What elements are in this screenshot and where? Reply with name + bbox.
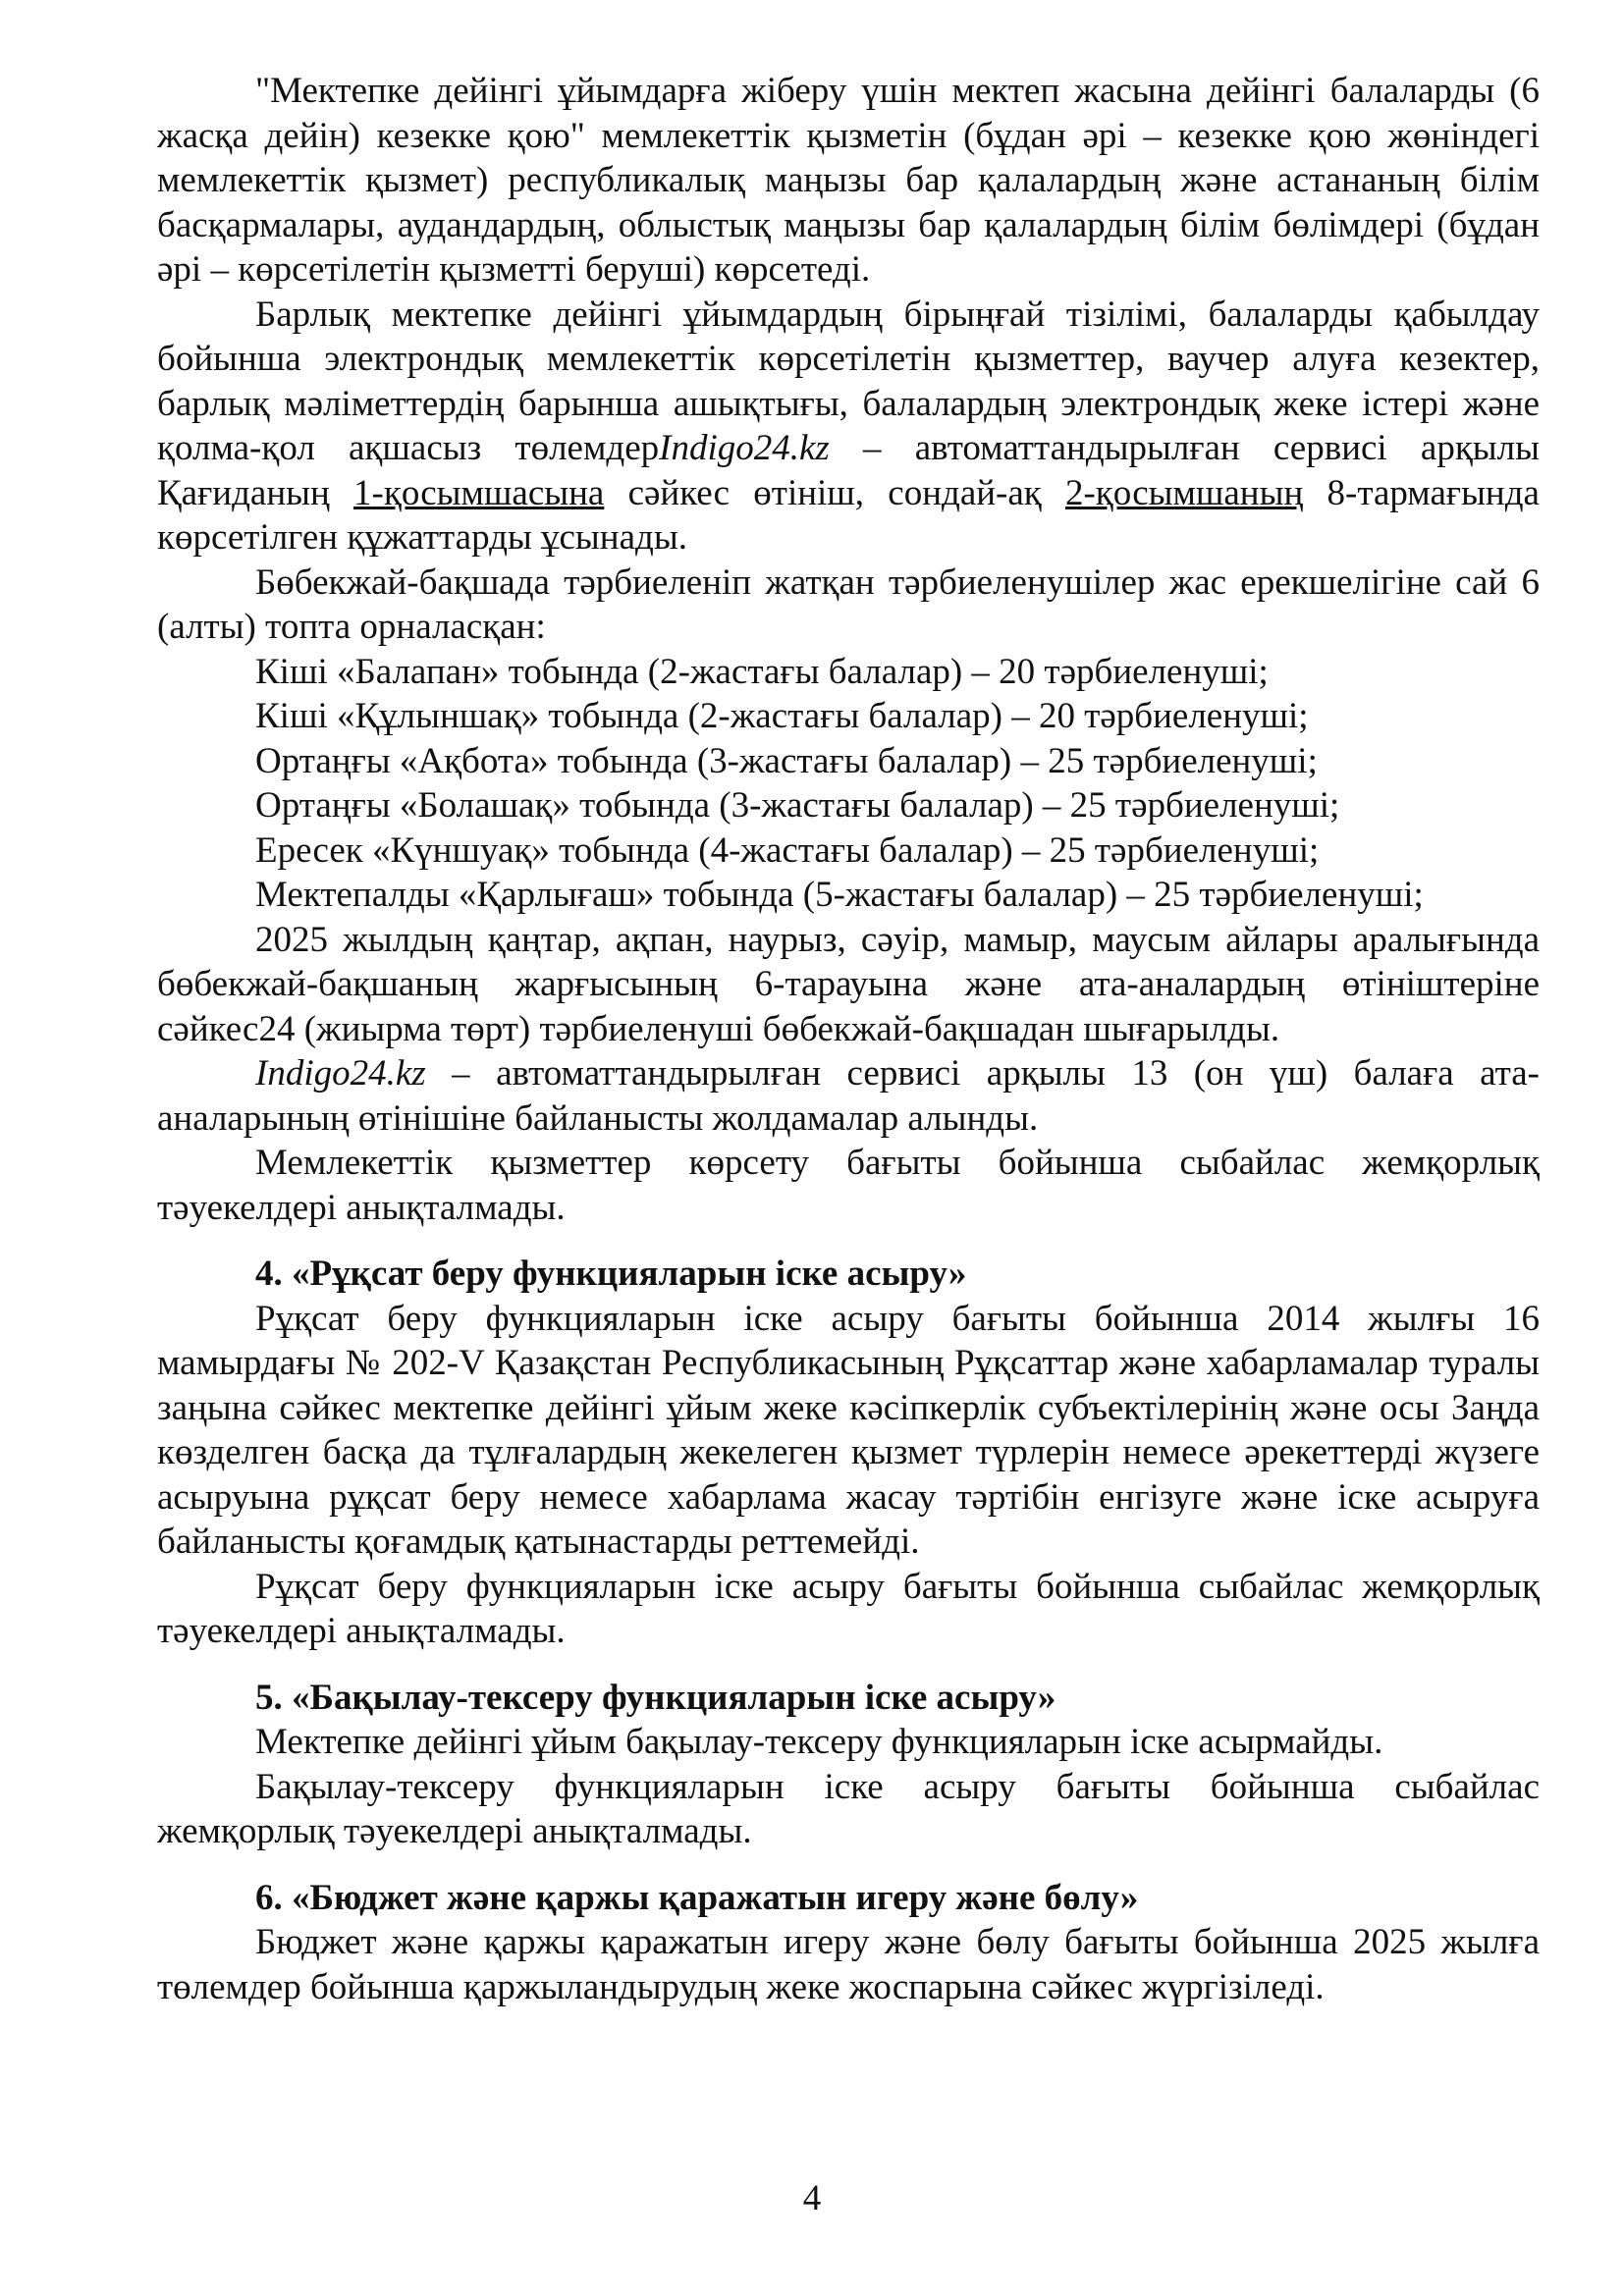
group-item: Кіші «Құлыншақ» тобында (2-жастағы балалар) – 20 тәрбиеленуші; [255,696,1309,736]
group-item: Ересек «Күншуақ» тобында (4-жастағы балалар) – 25 тәрбиеленуші; [255,829,1320,871]
document-page [157,69,1540,2009]
service-name-italic: Indigo24.kz [255,1053,426,1094]
group-item: Ортаңғы «Ақбота» тобында (3-жастағы балалар) – 25 тәрбиеленуші; [255,740,1318,781]
group-item: Кіші «Балапан» тобында (2-жастағы балалар) – 20 тәрбиеленуші; [255,651,1269,692]
paragraph-registry-text: Барлық мектепке дейінгі ұйымдардың бірыңғай тізілімі, балаларды қабылдау бойынша электрондық мемлекеттік көрсетілетін қызметтер, ваучер алуға кезектер, барлық мәліметтердің барынша ашықтығы, балалардың электрондық жеке істері және қолма-қол ақшасыз төлемдер [157,294,1540,468]
appendix-2-link[interactable]: 2-қосымшаның [1064,472,1304,513]
appendix-1-link[interactable]: 1-қосымшасына [353,472,605,513]
service-name-italic: Indigo24.kz [659,428,830,468]
section-5-paragraph-1: Мектепке дейінгі ұйым бақылау-тексеру функцияларын іске асырмайды. [255,1722,1383,1762]
paragraph-registry [157,293,1540,561]
section-6-heading: 6. «Бюджет және қаржы қаражатын игеру және бөлу» [255,1877,1139,1918]
section-4-paragraph-2: Рұқсат беру функцияларын іске асыру бағыты бойынша сыбайлас жемқорлық тәуекелдері анықталмады. [157,1566,1540,1651]
section-4-paragraph-1: Рұқсат беру функцияларын іске асыру бағыты бойынша 2014 жылғы 16 мамырдағы № 202-V Қазақстан Республикасының Рұқсаттар және хабарламалар туралы заңына сәйкес мектепке дейінгі ұйым жеке кәсіпкерлік субъектілерінің және осы Заңда көзделген басқа да тұлғалардың жекелеген қызмет түрлерін немесе әрекеттерді жүзеге асыруына рұқсат беру немесе хабарлама жасау тәртібін енгізуге және іске асыруға байланысты қоғамдық қатынастарды реттемейді. [157,1298,1540,1562]
paragraph-referrals [157,1051,1540,1141]
page-number: 4 [802,2178,822,2218]
section-4-heading: 4. «Рұқсат беру функцияларын іске асыру» [255,1254,967,1294]
paragraph-no-risks-services: Мемлекеттік қызметтер көрсету бағыты бойынша сыбайлас жемқорлық тәуекелдері анықталмады. [157,1143,1540,1228]
section-5-paragraph-2: Бақылау-тексеру функцияларын іске асыру бағыты бойынша сыбайлас жемқорлық тәуекелдері анықталмады. [157,1766,1540,1851]
paragraph-dismissed: 2025 жылдың қаңтар, ақпан, наурыз, сәуір, мамыр, маусым айлары аралығында бөбекжай-бақшаның жарғысының 6-тарауына және ата-аналардың өтініштеріне сәйкес24 (жиырма төрт) тәрбиеленуші бөбекжай-бақшадан шығарылды. [157,919,1540,1049]
section-6-paragraph-1: Бюджет және қаржы қаражатын игеру және бөлу бағыты бойынша 2025 жылға төлемдер бойынша қаржыландырудың жеке жоспарына сәйкес жүргізіледі. [157,1922,1540,2007]
group-item: Мектепалды «Қарлығаш» тобында (5-жастағы балалар) – 25 тәрбиеленуші; [255,875,1424,915]
paragraph-registry-middle2: сәйкес өтініш, сондай-ақ [604,472,1065,513]
paragraph-referrals-text: – автоматтандырылған сервисі арқылы 13 (он үш) балаға ата-аналарының өтінішіне байланысты жолдамалар алынды. [157,1053,1540,1139]
paragraph-registry-middle: – автоматтандырылған сервисі арқылы Қағиданың [157,428,1540,513]
paragraph-groups-intro: Бөбекжай-бақшада тәрбиеленіп жатқан тәрбиеленушілер жас ерекшелігіне сай 6 (алты) топта орналасқан: [157,561,1540,647]
section-5-heading: 5. «Бақылау-тексеру функцияларын іске асыру» [255,1677,1056,1718]
paragraph-registry-end: 8-тармағында көрсетілген құжаттарды ұсынады. [157,472,1540,558]
group-item: Ортаңғы «Болашақ» тобында (3-жастағы балалар) – 25 тәрбиеленуші; [255,785,1340,826]
paragraph-queue-service: "Мектепке дейінгі ұйымдарға жіберу үшін мектеп жасына дейінгі балаларды (6 жасқа дейін) кезекке қою" мемлекеттік қызметін (бұдан әрі – кезекке қою жөніндегі мемлекеттік қызмет) республикалық маңызы бар қалалардың және астананың білім басқармалары, аудандардың, облыстық маңызы бар қалалардың білім бөлімдері (бұдан әрі – көрсетілетін қызметті беруші) көрсетеді. [157,71,1540,290]
